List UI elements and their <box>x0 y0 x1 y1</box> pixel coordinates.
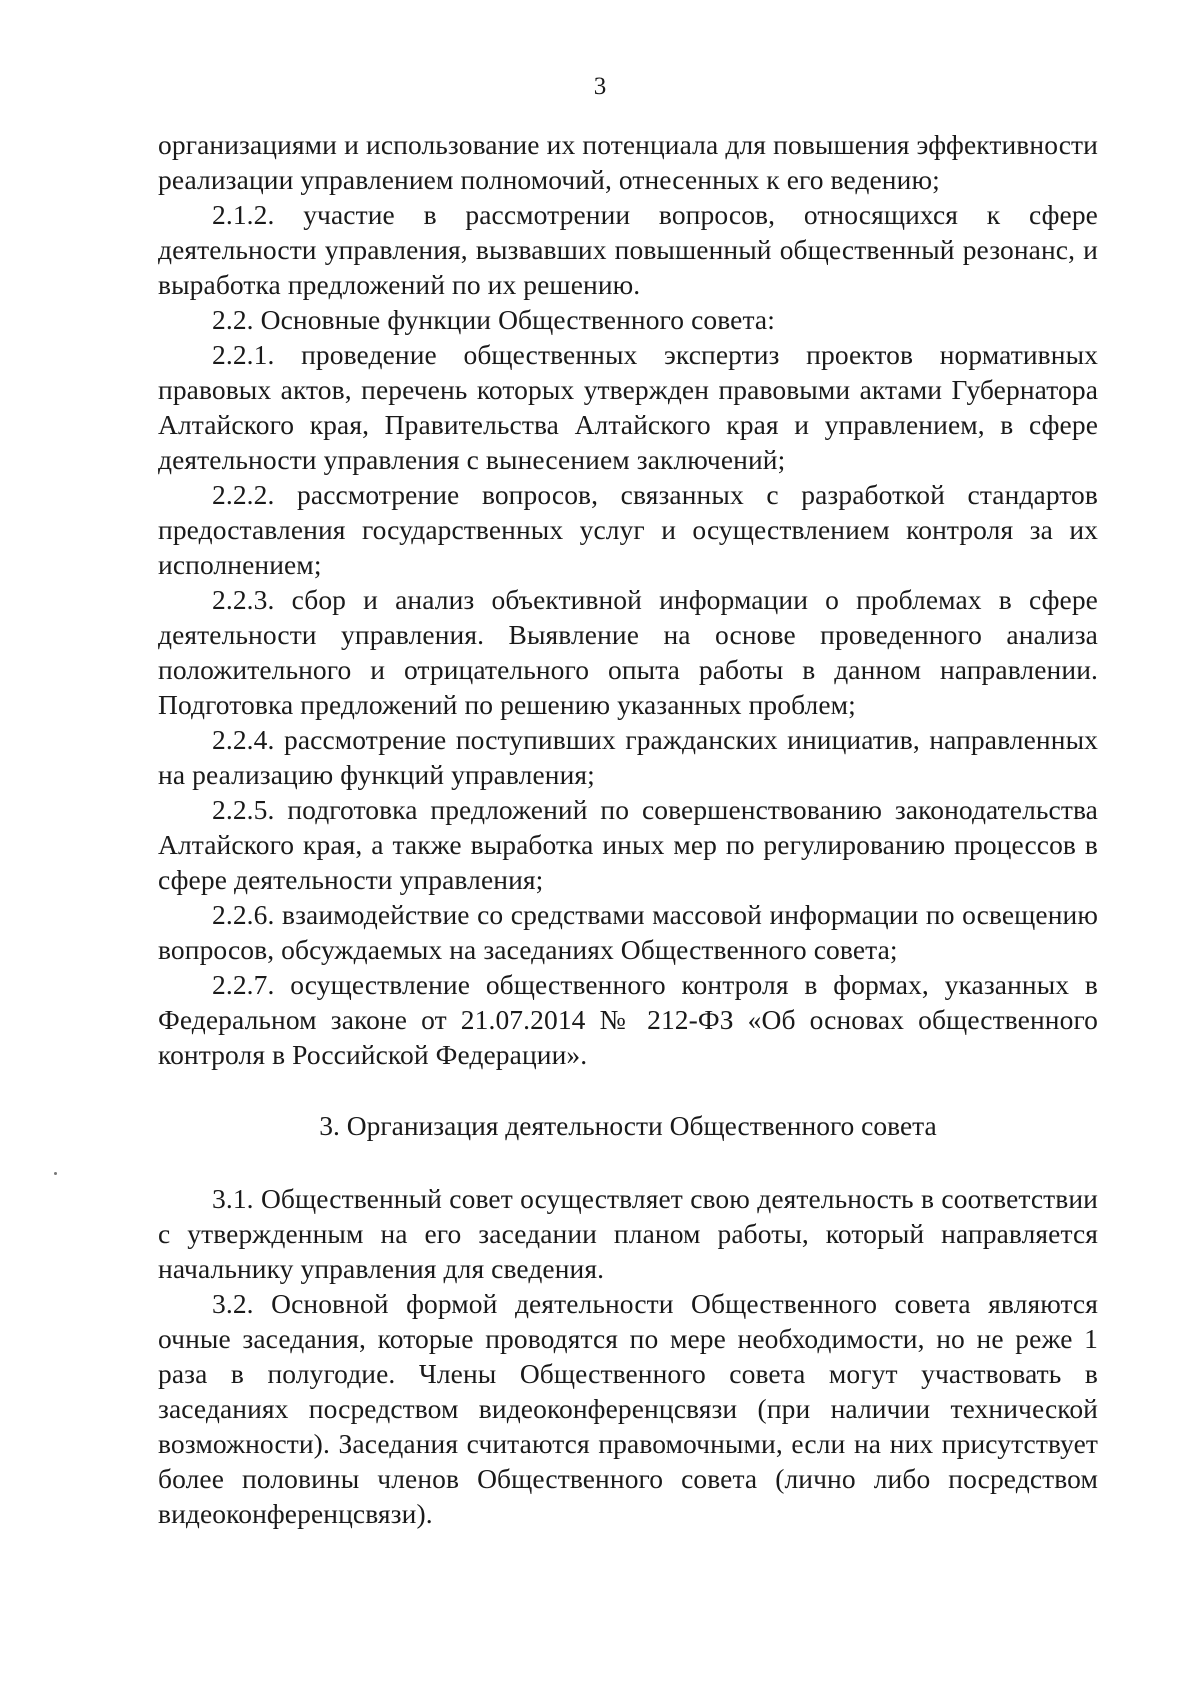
paragraph-2-2-1: 2.2.1. проведение общественных экспертиз проектов нормативных правовых актов, перечень которых утвержден правовыми актами Губернатора Алтайского края, Правительства Алтайского края и управлением, в сфере деятельности управления с вынесением заключений; <box>158 339 1098 475</box>
paragraph-2-2-6: 2.2.6. взаимодействие со средствами массовой информации по освещению вопросов, обсуждаемых на заседаниях Общественного совета; <box>158 899 1098 965</box>
paragraph-3-2: 3.2. Основной формой деятельности Общественного совета являются очные заседания, которые проводятся по мере необходимости, но не реже 1 раза в полугодие. Члены Общественного совета могут участвовать в заседаниях посредством видеоконференцсвязи (при наличии технической возможности). Заседания считаются правомочными, если на них присутствует более половины членов Общественного совета (лично либо посредством видеоконференцсвязи). <box>158 1288 1098 1529</box>
paragraph-2-2-3: 2.2.3. сбор и анализ объективной информации о проблемах в сфере деятельности управления. Выявление на основе проведенного анализа положительного и отрицательного опыта работы в данном направлении. Подготовка предложений по решению указанных проблем; <box>158 584 1098 720</box>
page-number: 3 <box>593 73 607 100</box>
scan-speck <box>54 1172 57 1175</box>
paragraph-2-2-4: 2.2.4. рассмотрение поступивших гражданских инициатив, направленных на реализацию функций управления; <box>158 724 1098 790</box>
paragraph-2-2-2: 2.2.2. рассмотрение вопросов, связанных с разработкой стандартов предоставления государственных услуг и осуществлением контроля за их исполнением; <box>158 479 1098 580</box>
document-body <box>158 127 1098 1531</box>
paragraph-continuation: организациями и использование их потенциала для повышения эффективности реализации управлением полномочий, отнесенных к его ведению; <box>158 129 1098 195</box>
paragraph-2-2: 2.2. Основные функции Общественного совета: <box>212 304 775 335</box>
paragraph-2-2-7: 2.2.7. осуществление общественного контроля в формах, указанных в Федеральном законе от 21.07.2014 № 212-ФЗ «Об основах общественного контроля в Российской Федерации». <box>158 969 1098 1070</box>
section-heading: 3. Организация деятельности Общественного совета <box>319 1110 937 1141</box>
paragraph-2-1-2: 2.1.2. участие в рассмотрении вопросов, относящихся к сфере деятельности управления, вызвавших повышенный общественный резонанс, и выработка предложений по их решению. <box>158 199 1098 300</box>
paragraph-3-1: 3.1. Общественный совет осуществляет свою деятельность в соответствии с утвержденным на его заседании планом работы, который направляется начальнику управления для сведения. <box>158 1183 1098 1284</box>
paragraph-2-2-5: 2.2.5. подготовка предложений по совершенствованию законодательства Алтайского края, а также выработка иных мер по регулированию процессов в сфере деятельности управления; <box>158 794 1098 895</box>
